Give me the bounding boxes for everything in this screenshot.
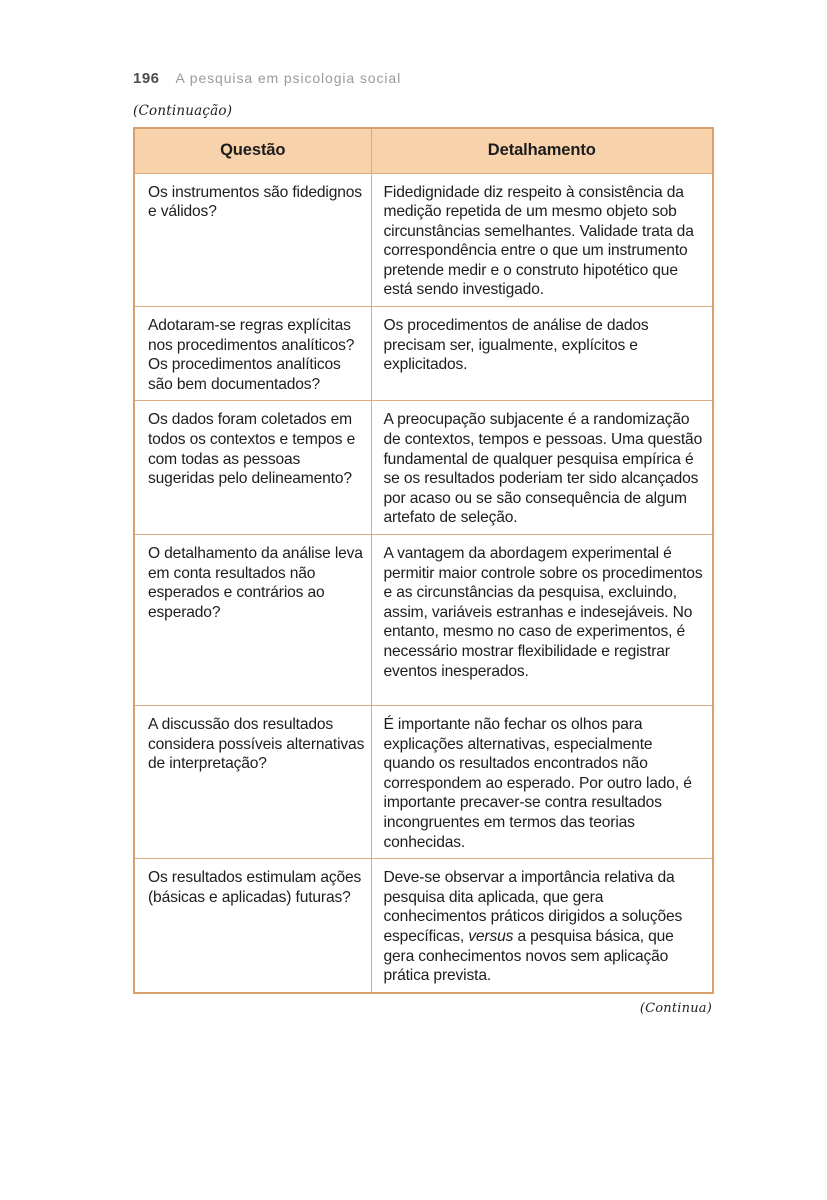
table-row [134, 401, 713, 535]
question-table [133, 127, 714, 994]
question-cell: Adotaram-se regras explícitas nos procedimentos analíticos? Os procedimentos analíticos são bem documentados? [134, 307, 371, 401]
column-header-questao: Questão [134, 128, 371, 173]
running-title: A pesquisa em psicologia social [175, 70, 402, 86]
page-header [133, 70, 712, 92]
detail-text: Deve-se observar a importância relativa da pesquisa dita aplicada, que gera conhecimentos práticos dirigidos a soluções específicas, [383, 869, 683, 945]
detail-cell [371, 401, 713, 535]
detail-cell [371, 307, 713, 401]
table-row [134, 535, 713, 706]
detail-cell [371, 859, 713, 993]
detail-cell [371, 535, 713, 706]
table-row [134, 173, 713, 307]
question-cell: Os resultados estimulam ações (básicas e aplicadas) futuras? [134, 859, 371, 993]
column-header-detalhamento: Detalhamento [371, 128, 713, 173]
detail-text: Os procedimentos de análise de dados precisam ser, igualmente, explícitos e explicitados. [383, 317, 649, 374]
detail-cell [371, 173, 713, 307]
continuation-note-top: (Continuação) [133, 103, 233, 119]
page-number: 196 [133, 70, 160, 87]
table-header-row [134, 128, 713, 173]
continuation-note-bottom: (Continua) [639, 1000, 712, 1016]
detail-cell [371, 706, 713, 859]
table-row [134, 307, 713, 401]
detail-text-post: a pesquisa básica, que gera conhecimentos novos sem aplicação prática prevista. [383, 927, 674, 985]
question-cell: Os instrumentos são fidedignos e válidos? [134, 173, 371, 307]
page-content [133, 70, 712, 1016]
detail-text: Fidedignidade diz respeito à consistência da medição repetida de um mesmo objeto sob circunstâncias semelhantes. Validade trata da correspondência entre o que um instrumento pretende medir e o construto hipotético que está sendo investigado. [383, 183, 694, 299]
table-row [134, 859, 713, 993]
detail-text: A vantagem da abordagem experimental é permitir maior controle sobre os procedimentos e as circunstâncias da pesquisa, excluindo, assim, variáveis estranhas e indesejáveis. No entanto, mesmo no caso de experimentos, é necessário mostrar flexibilidade e registrar eventos inesperados. [383, 545, 703, 680]
detail-text: A preocupação subjacente é a randomização de contextos, tempos e pessoas. Uma questão fundamental de qualquer pesquisa empírica é se os resultados poderiam ter sido alcançados por acaso ou se são consequência de algum artefato de seleção. [383, 411, 703, 527]
question-cell: A discussão dos resultados considera possíveis alternativas de interpretação? [134, 706, 371, 859]
question-cell: Os dados foram coletados em todos os contextos e tempos e com todas as pessoas sugeridas pelo delineamento? [134, 401, 371, 535]
table-row [134, 706, 713, 859]
detail-text: É importante não fechar os olhos para explicações alternativas, especialmente quando os resultados encontrados não correspondem ao esperado. Por outro lado, é importante precaver-se contra resultados incongruentes em termos das teorias conhecidas. [383, 716, 692, 851]
question-cell: O detalhamento da análise leva em conta resultados não esperados e contrários ao esperado? [134, 535, 371, 706]
detail-text-italic: versus [468, 927, 514, 945]
